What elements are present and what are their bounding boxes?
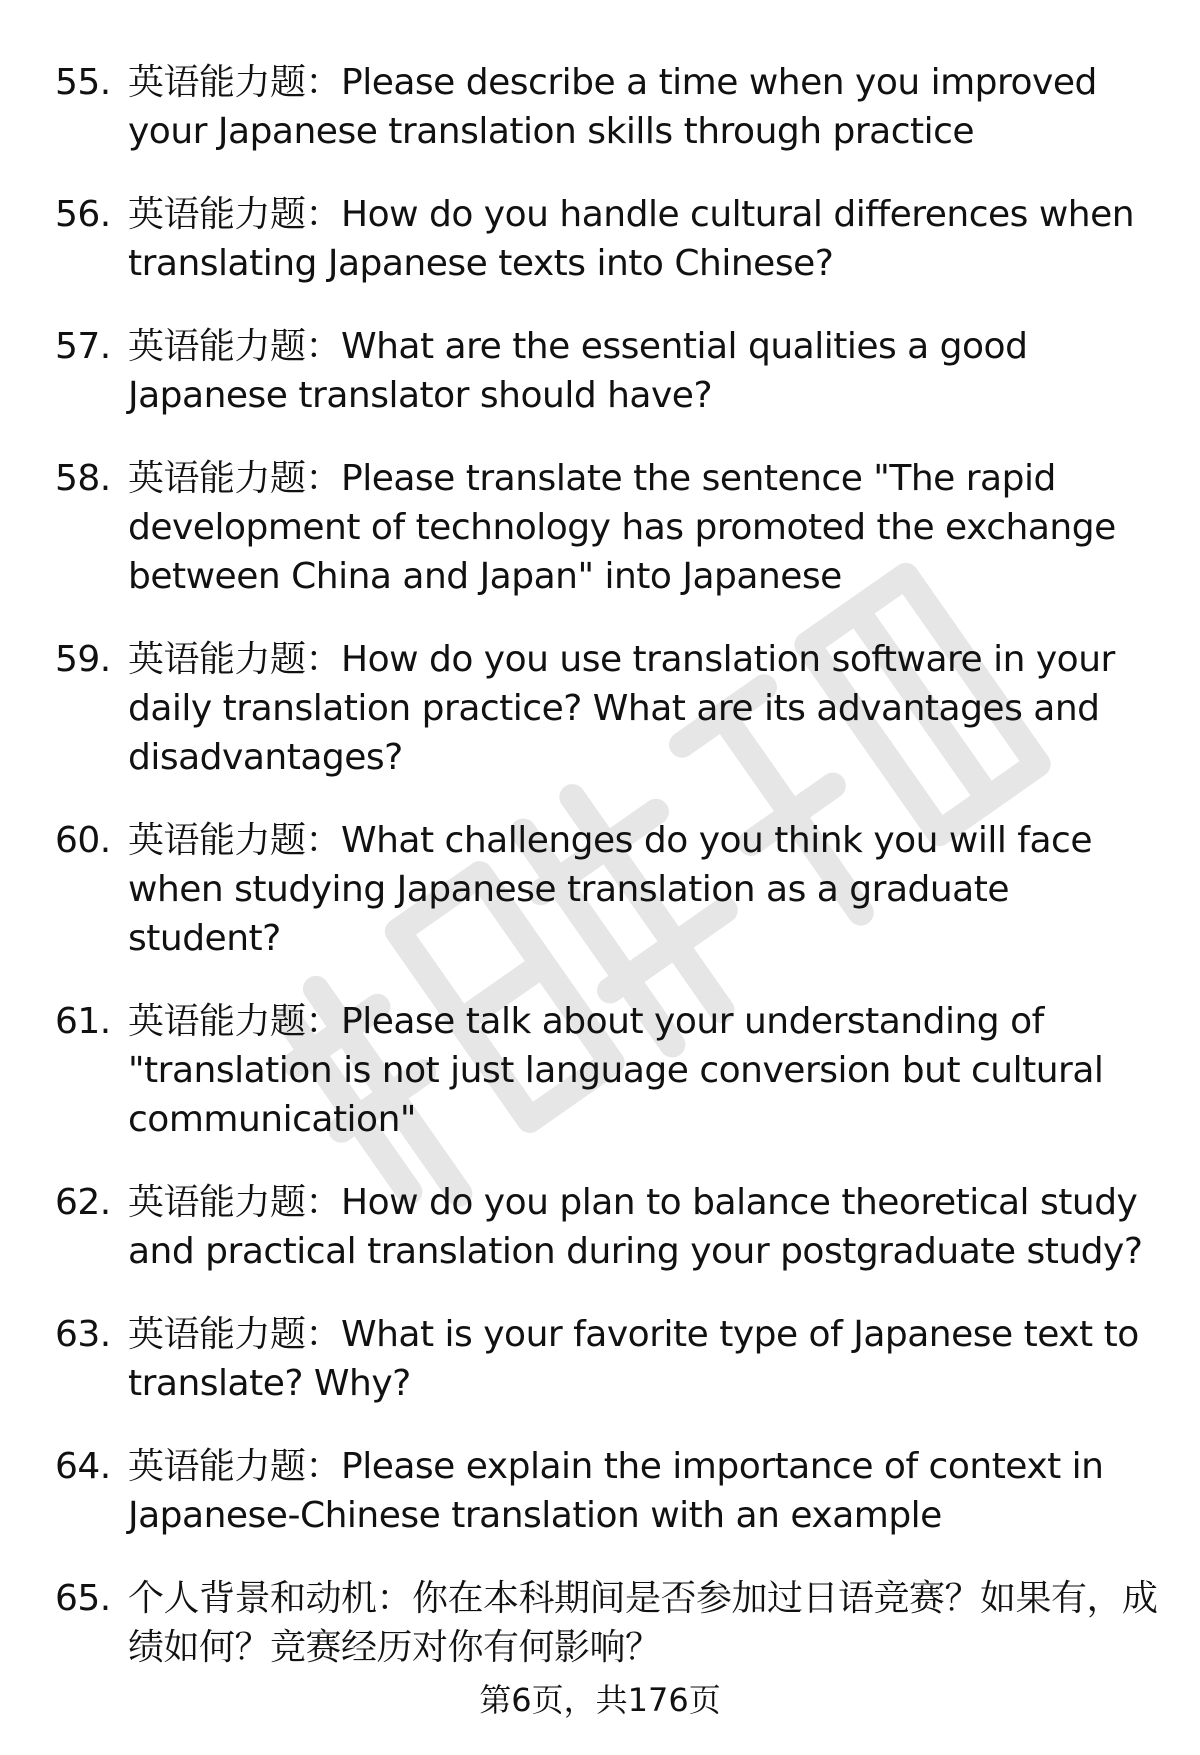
question-number: 58. (55, 458, 111, 499)
question-text: 个人背景和动机：你在本科期间是否参加过日语竞赛？如果有，成绩如何？竞赛经历对你有何影响？ (128, 1578, 1158, 1668)
list-item (0, 454, 1200, 601)
question-text: 英语能力题：What is your favorite type of Japanese text to translate? Why? (128, 1314, 1139, 1404)
list-item (0, 190, 1200, 288)
list-item (0, 816, 1200, 963)
question-text: 英语能力题：Please describe a time when you improved your Japanese translation skills through practice (128, 62, 1097, 152)
question-number: 61. (55, 1001, 111, 1042)
question-text: 英语能力题：Please talk about your understanding of "translation is not just language conversion but cultural communication" (128, 1001, 1104, 1140)
question-number: 55. (55, 62, 111, 103)
list-item (0, 322, 1200, 420)
question-text: 英语能力题：How do you use translation software in your daily translation practice? What are its advantages and disadvantages? (128, 639, 1115, 778)
list-item (0, 1178, 1200, 1276)
question-number: 64. (55, 1446, 111, 1487)
question-number: 65. (55, 1578, 111, 1619)
question-text: 英语能力题：Please translate the sentence "The rapid development of technology has promoted the exchange between China and Japan" into Japanese (128, 458, 1116, 597)
question-text: 英语能力题：Please explain the importance of context in Japanese-Chinese translation with an example (128, 1446, 1104, 1536)
question-text: 英语能力题：What challenges do you think you will face when studying Japanese translation as a graduate student? (128, 820, 1092, 959)
question-number: 56. (55, 194, 111, 235)
question-number: 59. (55, 639, 111, 680)
question-text: 英语能力题：How do you plan to balance theoretical study and practical translation during your postgraduate study? (128, 1182, 1143, 1272)
list-item (0, 1310, 1200, 1408)
question-text: 英语能力题：How do you handle cultural differences when translating Japanese texts into Chinese? (128, 194, 1135, 284)
list-item (0, 58, 1200, 156)
question-number: 60. (55, 820, 111, 861)
question-number: 62. (55, 1182, 111, 1223)
list-item (0, 1442, 1200, 1540)
page-number-footer: 第6页，共176页 (479, 1681, 721, 1719)
question-number: 57. (55, 326, 111, 367)
list-item (0, 635, 1200, 782)
question-text: 英语能力题：What are the essential qualities a good Japanese translator should have? (128, 326, 1028, 416)
list-item (0, 1574, 1200, 1672)
list-item (0, 997, 1200, 1144)
question-list (0, 58, 1200, 1672)
question-number: 63. (55, 1314, 111, 1355)
